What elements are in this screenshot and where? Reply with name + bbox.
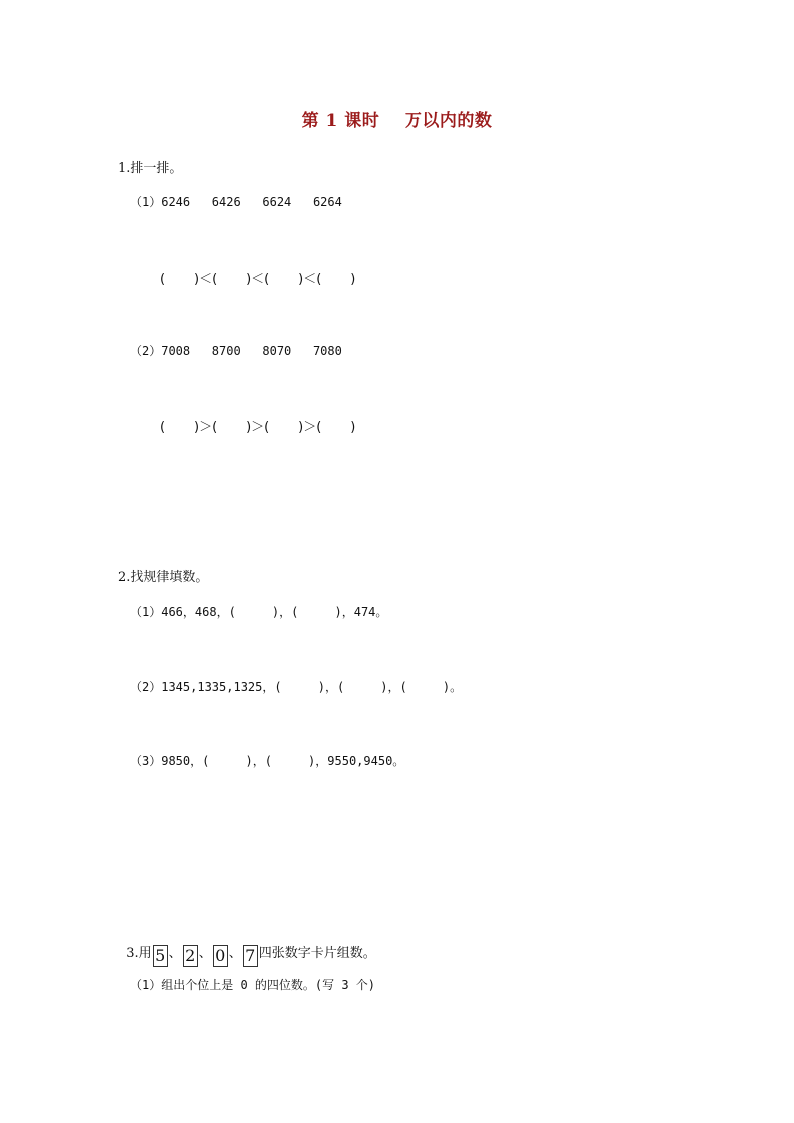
question-3-prefix: 3.用 bbox=[126, 946, 152, 961]
card-separator: 、 bbox=[198, 946, 212, 961]
question-1-heading: 1.排一排。 bbox=[118, 161, 183, 176]
question-1-part-1-answer-blanks[interactable]: ( )＜( )＜( )＜( ) bbox=[160, 272, 356, 287]
question-1-part-2-numbers: （2）7008 8700 8070 7080 bbox=[130, 344, 342, 358]
card-separator: 、 bbox=[168, 946, 182, 961]
card-separator: 、 bbox=[228, 946, 242, 961]
digit-card-2: 2 bbox=[183, 945, 198, 967]
question-2-part-1[interactable]: （1）466，468，( )，( )，474。 bbox=[130, 605, 388, 619]
digit-card-0: 0 bbox=[213, 945, 228, 967]
digit-card-5: 5 bbox=[153, 945, 168, 967]
question-1-part-2-answer-blanks[interactable]: ( )＞( )＞( )＞( ) bbox=[160, 420, 356, 435]
digit-card-7: 7 bbox=[243, 945, 258, 967]
page-title: 第 1 课时 万以内的数 bbox=[301, 111, 493, 131]
question-2-heading: 2.找规律填数。 bbox=[118, 570, 209, 585]
question-3-part-1: （1）组出个位上是 0 的四位数。(写 3 个) bbox=[130, 978, 376, 992]
question-2-part-3[interactable]: （3）9850，( )，( )，9550,9450。 bbox=[130, 754, 405, 768]
question-3-heading bbox=[118, 927, 376, 967]
question-2-part-2[interactable]: （2）1345,1335,1325，( )，( )，( )。 bbox=[130, 680, 463, 694]
question-1-part-1-numbers: （1）6246 6426 6624 6264 bbox=[130, 195, 342, 209]
question-3-suffix: 四张数字卡片组数。 bbox=[258, 946, 376, 961]
